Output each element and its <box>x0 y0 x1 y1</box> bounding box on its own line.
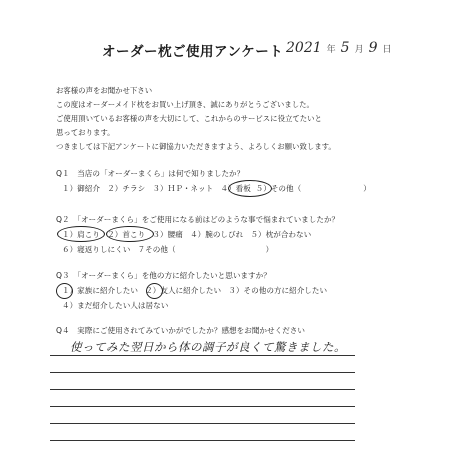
q1-option[interactable]: ２）チラシ <box>107 184 146 193</box>
q2-question: Q２ 「オーダーまくら」をご使用になる前はどのような事で悩まれていましたか？ <box>56 215 340 224</box>
q1-option-selected[interactable]: ４）看板 <box>220 184 251 193</box>
q3-selection-circle-1 <box>56 283 73 299</box>
q3-option[interactable]: ４）まだ紹介したい人は居ない <box>62 301 169 310</box>
survey-title: オーダー枕ご使用アンケート <box>102 44 284 60</box>
q2-options-line2 <box>62 244 273 255</box>
intro-line: 思っております。 <box>56 128 115 137</box>
intro-line: この度はオーダーメイド枕をお買い上げ頂き、誠にありがとうございました。 <box>56 100 314 109</box>
date-day-unit: 日 <box>382 45 392 55</box>
date-month-unit: 月 <box>354 45 364 55</box>
q3-question: Q３ 「オーダーまくら」を他の方に紹介したいと思いますか？ <box>56 271 271 280</box>
q1-option[interactable]: ５）その他（ <box>255 184 302 193</box>
q2-option[interactable]: ５）枕が合わない <box>250 230 312 239</box>
q3-options-line2 <box>62 300 168 311</box>
q3-option-selected[interactable]: １）家族に紹介したい <box>62 286 138 295</box>
q4-question: Q４ 実際にご使用されてみていかがでしたか？感想をお聞かせください <box>56 326 305 335</box>
q2-option[interactable]: ４）腕のしびれ <box>190 230 244 239</box>
q2-selection-circle-2 <box>106 226 154 242</box>
answer-line <box>50 423 355 424</box>
answer-line <box>50 355 355 356</box>
intro-text <box>56 84 336 154</box>
intro-line: お客様の声をお聞かせ下さい <box>56 86 153 95</box>
survey-date <box>286 40 397 56</box>
q3-selection-circle-2 <box>146 283 163 299</box>
q1-question: Q１ 当店の「オーダーまくら」は何で知りましたか？ <box>56 169 245 178</box>
q3-options-line1 <box>62 285 327 296</box>
date-month: 5 <box>340 40 350 56</box>
answer-line <box>50 389 355 390</box>
q2-selection-circle-1 <box>57 226 105 242</box>
q4-handwritten-answer: 使ってみた翌日から体の調子が良くて驚きました。 <box>70 340 346 354</box>
q1-selection-circle <box>228 180 272 197</box>
answer-line <box>50 406 355 407</box>
date-day: 9 <box>368 40 378 56</box>
q1-option-close-paren: ） <box>363 184 371 193</box>
intro-line: つきましては下記アンケートに御協力いただきますよう、よろしくお願い致します。 <box>56 142 336 151</box>
q1-option[interactable]: １）御紹介 <box>62 184 100 193</box>
answer-line <box>50 440 355 441</box>
q2-option[interactable]: ３）腰痛 <box>152 230 183 239</box>
q1-option[interactable]: ３）ＨＰ・ネット <box>152 184 214 193</box>
q1-options <box>62 183 371 194</box>
answer-line <box>50 372 355 373</box>
q3-option[interactable]: ３）その他の方に紹介したい <box>228 286 328 295</box>
q2-option-selected[interactable]: １）肩こり <box>62 230 100 239</box>
q2-option[interactable]: ７その他（ <box>137 245 176 254</box>
q3-option-selected[interactable]: ２）友人に紹介したい <box>145 286 222 295</box>
date-year-unit: 年 <box>326 45 336 55</box>
q2-option-close-paren: ） <box>265 245 274 254</box>
q2-option-selected[interactable]: ２）首こり <box>107 230 146 239</box>
intro-line: ご使用頂いているお客様の声を大切にして、これからのサービスに役立てたいと <box>56 114 322 123</box>
q2-option[interactable]: ６）寝返りしにくい <box>62 245 131 254</box>
date-year: 2021 <box>286 40 322 56</box>
